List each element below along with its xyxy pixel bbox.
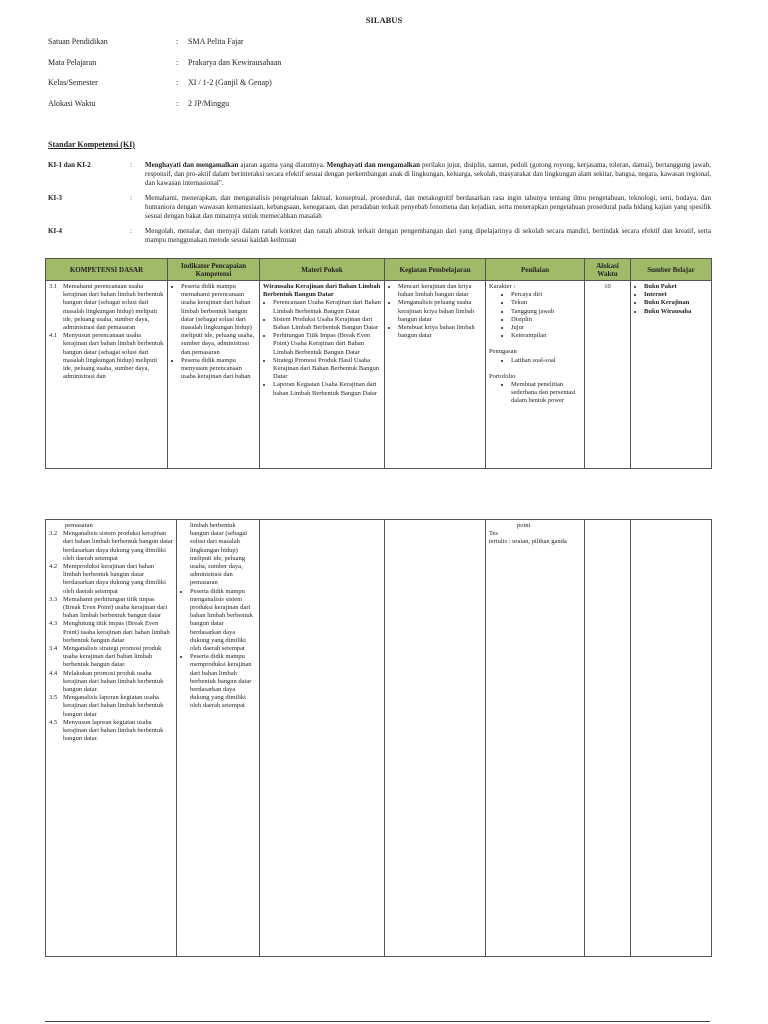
karakter-item: • Tanggung jawab [511,308,581,316]
header-kompetensi-dasar: KOMPETENSI DASAR [46,259,168,281]
kd-text: Menyusun laporan kegiatan usaha kerajinan dari bahan limbah berbentuk bangun datar. [63,718,164,743]
penugasan-label: Penugasan [489,348,517,356]
info-value: SMA Pelita Fajar [188,37,244,46]
kd-item [49,332,164,381]
indikator-item: • Peserta didik mampu memproduksi kerajinan dari bahan limbah berbentuk bangun datar berdasarkan daya dukung yang dimiliki oleh daerah setempat [190,653,256,710]
kd-text: Menganalisis sistem produksi kerajinan dari bahan limbah berbentuk bangun datar berdasarkan daya dukung yang dimiliki oleh daerah setempat [63,530,173,562]
cell-sumber-belajar [631,520,712,957]
cell-alokasi-waktu [585,520,631,957]
kd-item [49,283,164,332]
kd-number: 4.5 [49,718,58,726]
ki-text: Memahami, menerapkan, dan menganalisis pengetahuan faktual, konseptual, prosedural, dan metakognitif berdasarkan rasa ingin tahunya tentang ilmu pengetahuan, teknologi, seni, budaya, dan humaniora dengan wawasan kemanusiaan, kebangsaan, kenegaraan, dan peradaban terkait penyebab fenomena dan kejadian, serta menerapkan pengetahuan prosedural pada bidang kajian yang spesifik sesuai dengan bakat dan minatnya untuk memecahkan masalah [145,194,711,220]
ki-row-1-2 [48,161,712,193]
materi-item: • Laporan Kegiatan Usaha Kerajinan dari bahan Limbah Berbentuk Bangun Datar [273,381,381,397]
syllabus-table-page-2 [45,519,712,957]
info-label: Alokasi Waktu [48,99,96,108]
ki-colon: : [130,161,132,169]
kd-number: 4.3 [49,620,58,628]
indikator-continuation: limbah berbentuk bangun datar (sebagai solusi dari masalah lingkungan hidup) meliputi ide, peluang usaha, sumber daya, administrasi dan pemasaran [190,522,248,587]
materi-item: • Perencanaan Usaha Kerajinan dari Bahan Limbah Berbentuk Bangun Datar [273,299,381,315]
cell-alokasi-waktu: 10 [585,281,631,469]
header-alokasi-waktu: Alokasi Waktu [585,259,631,281]
cell-kompetensi-dasar [46,281,168,469]
kd-number: 3.4 [49,645,58,653]
info-value: XI / 1-2 (Ganjil & Genap) [188,78,272,87]
kd-number: 4.1 [49,332,58,340]
kd-text: Memahami perhitungan titik impas (Break Even Point) usaha kerajinan dari bahan limbah berbentuk bangun datar [63,595,168,620]
tes-label: Tes [489,530,498,538]
penilaian-continuation: point [517,522,531,529]
kd-item [49,670,173,695]
kd-continuation: pemasaran [65,522,93,529]
karakter-item: • Jujur [511,324,581,332]
ki-bold: Menghayati dan mengamalkan [145,161,239,169]
materi-item: • Sistem Produksi Usaha Kerajinan dari Bahan Limbah Berbentuk Bangun Datar [273,316,381,332]
header-indikator: Indikator Pencapaian Kompetensi [168,259,260,281]
kd-item [49,596,173,621]
info-colon: : [176,99,179,108]
ki-span: ajaran agama yang dianutnya. [238,161,327,169]
info-colon: : [176,37,179,46]
indikator-item: • Peserta didik mampu menganalisis sistem produksi kerajinan dari bahan limbah berbentuk bangun datar berdasarkan daya dukung yang dimiliki oleh daerah setempat [190,588,256,654]
kd-number: 3.2 [49,530,58,538]
ki-label: KI-4 [48,227,62,235]
kd-text: Menganalisis laporan kegiatan usaha kerajinan dari bahan limbah berbentuk bangun datar [63,694,164,718]
karakter-label: Karakter : [489,283,516,290]
karakter-item: • Disiplin [511,316,581,324]
kd-text: Memahami perencanaan usaha kerajinan dari bahan limbah berbentuk bangun datar (sebagai solusi dari masalah lingkungan hidup) meliputi ide, peluang usaha, sumber daya, administrasi dan pemasaran [63,283,164,332]
ki-bold: Menghayati dan mengamalkan [326,161,421,169]
info-value: Prakarya dan Kewirausahaan [188,58,282,67]
kd-item [49,645,173,670]
header-penilaian: Penilaian [486,259,585,281]
cell-indikator [168,281,260,469]
ki-text: Mengolah, menalar, dan menyaji dalam ranah konkret dan ranah abstrak terkait dengan pengembangan dari yang dipelajarinya di sekolah secara mandiri, bertindak secara efektif dan kreatif, serta mampu menggunakan metode sesuai kaidah keilmuan [145,227,711,244]
portofolio-item: • Membuat penelitian sederhana dan persentasi dalam bentuk power [511,381,581,406]
standar-kompetensi-heading: Standar Kompetensi (KI) [48,140,135,149]
ki-row-3 [48,194,712,226]
kd-text: Menghitung titik impas (Break Even Point) usaha kerajinan dari bahan limbah berbentuk bangun datar [63,620,170,644]
kd-number: 4.4 [49,669,58,677]
info-value: 2 JP/Minggu [188,99,230,108]
karakter-item: • Percaya diri [511,291,581,299]
kd-item [49,694,173,719]
sumber-item: • Buku Paket [644,283,708,291]
kd-item [49,719,173,744]
kd-item [49,620,173,645]
portofolio-label: Portofolio [489,372,516,380]
indikator-item: • Peserta didik mampu menyusun perencanaan usaha kerajinan dari bahan [181,357,256,382]
ki-row-4 [48,227,712,249]
tes-text: tertulis : uraian, pilihan ganda [489,538,567,546]
sumber-item: • Buku Wirausaha [644,308,708,316]
cell-kegiatan [385,281,486,469]
ki-label: KI-1 dan KI-2 [48,161,91,169]
page-bottom-divider [45,1021,710,1022]
kd-text: Memproduksi kerajinan dari bahan limbah berbentuk bangun datar berdasarkan daya dukung yang dimiliki oleh daerah setempat [63,563,166,595]
info-label: Mata Pelajaran [48,58,97,67]
cell-penilaian [486,281,585,469]
kd-item [49,563,173,596]
kd-number: 4.2 [49,563,58,571]
kegiatan-item: • Mencari kerajinan dan kriya bahan limbah bangun datar [398,283,482,299]
materi-item: • Perhitungan Titik Impas (Break Even Point) Usaha Kerajinan dari Bahan Limbah Berbentuk Bangun Datar [273,332,381,357]
karakter-item: • Tekun [511,299,581,307]
indikator-item: • Peserta didik mampu memahami perencanaan usaha kerajinan dari bahan limbah berbentuk bangun datar (sebagai solusi dari masalah lingkungan hidup) meliputi ide, peluang usaha, sumber daya, administrasi dan pemasaran [181,283,256,357]
cell-penilaian [486,520,585,957]
kd-number: 3.1 [49,283,58,290]
info-label: Satuan Pendidikan [48,37,108,46]
header-materi-pokok: Materi Pokok [260,259,385,281]
ki-colon: : [130,194,132,202]
header-kegiatan: Kegiatan Pembelajaran [385,259,486,281]
kd-text: Menyusun perencanaan usaha kerajinan dari bahan limbah berbentuk bangun datar (sebagai solusi dari masalah lingkungan hidup) meliputi ide, peluang usaha, sumber daya, administrasi dan [63,332,164,381]
kd-text: Menganalisis strategi promosi produk usaha kerajinan dari bahan limbah berbentuk bangun datar. [63,645,162,669]
kegiatan-item: • Menganalisis peluang usaha kerajinan kriya bahan limbah bangun datar [398,299,482,324]
kd-number: 3.5 [49,694,58,702]
ki-text [145,161,711,188]
cell-kegiatan [385,520,486,957]
sumber-item: • Internet [644,291,708,299]
document-title: SILABUS [365,15,403,25]
cell-materi-pokok [260,520,385,957]
cell-materi-pokok [260,281,385,469]
cell-indikator [177,520,260,957]
materi-item: • Strategi Promosi Produk Hasil Usaha Kerajinan dari Bahan Berbentuk Bangun Datar [273,357,381,382]
ki-label: KI-3 [48,194,62,202]
karakter-item: • Keterampilan [511,332,581,340]
cell-kompetensi-dasar [46,520,177,957]
info-colon: : [176,58,179,67]
cell-sumber-belajar [631,281,712,469]
kd-number: 3.3 [49,595,58,603]
sumber-item: • Buku Kerajinan [644,299,708,307]
header-sumber-belajar: Sumber Belajar [631,259,712,281]
info-colon: : [176,78,179,87]
syllabus-table-page-1 [45,258,712,469]
kd-text: Melakukan promosi produk usaha kerajinan dari bahan limbah berbentuk bangun datar. [63,669,164,694]
ki-colon: : [130,227,132,235]
kd-item [49,530,173,563]
kegiatan-item: • Membuat kriya bahan limbah bangun datar [398,324,482,340]
info-label: Kelas/Semester [48,78,98,87]
ki-span: perilaku jujur, disiplin, santun, peduli (gotong royong, kerjasama, toleran, damai), bertanggung jawab, responsif, dan pro-aktif dalam berinteraksi secara efektif sesuai dengan perkembangan anak di lingkungan, keluarga, sekolah, masyarakat dan lingkungan alam sekitar, bangsa, negara, kawasan regional, dan kawasan internasional". [145,161,711,187]
materi-heading: Wirausaha Kerajinan dari Bahan Limbah Berbentuk Bangun Datar [263,283,381,299]
penugasan-item: • Latihan soal-soal [511,357,581,365]
